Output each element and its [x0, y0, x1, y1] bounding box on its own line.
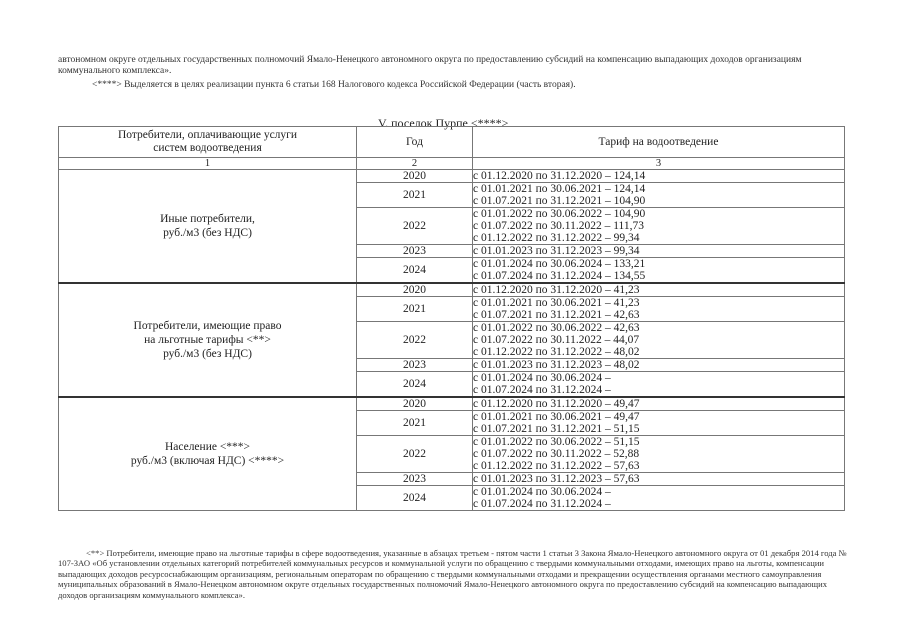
year-cell: 2021 — [357, 183, 473, 208]
tariff-cell — [473, 359, 845, 372]
tariff-rate-line: с 01.01.2024 по 30.06.2024 – — [473, 486, 611, 498]
consumer-group-label-line: руб./м3 (без НДС) — [163, 348, 252, 360]
consumer-group-label-line: Население <***> — [164, 441, 251, 453]
tariff-rate-line: с 01.01.2023 по 31.12.2023 – 99,34 — [473, 245, 640, 257]
tariff-rate-line: с 01.07.2021 по 31.12.2021 – 42,63 — [473, 309, 640, 321]
tariff-rate-line: с 01.07.2024 по 31.12.2024 – — [473, 498, 611, 510]
table-row — [59, 170, 845, 183]
table-row — [59, 397, 845, 411]
tariff-cell — [473, 245, 845, 258]
tariff-cell — [473, 322, 845, 359]
consumer-group-label — [59, 397, 357, 511]
tariff-rate-line: с 01.07.2022 по 30.11.2022 – 52,88 — [473, 448, 640, 460]
year-cell: 2023 — [357, 473, 473, 486]
tariff-rate-line: с 01.01.2021 по 30.06.2021 – 124,14 — [473, 183, 646, 195]
tariff-cell — [473, 170, 845, 183]
tariff-cell — [473, 436, 845, 473]
footnote: <**> Потребители, имеющие право на льготные тарифы в сфере водоотведения, указанные в абзацах третьем - пятом части 1 статьи 3 Закона Ямало-Ненецкого автономного округа от 01 декабря 2014 года № 107-ЗАО «Об установлении отдельных категорий потребителей коммунальных ресурсов и коммунальной услуги по обращению с твердыми коммунальными отходами, имеющих право на льготы, компенсации выпадающих доходов ресурсоснабжающим организациям, региональным операторам по обращению с твердыми коммунальными отходами и прекращении осуществления органами местного самоуправления муниципальных образований в Ямало-Ненецком автономном округе отдельных государственных полномочий Ямало-Ненецкого автономного округа по предоставлению субсидий на компенсацию выпадающих доходов организациям коммунального комплекса». — [58, 548, 847, 600]
year-cell: 2024 — [357, 372, 473, 398]
year-cell: 2023 — [357, 359, 473, 372]
tariff-cell — [473, 183, 845, 208]
consumer-group-label — [59, 170, 357, 284]
year-cell: 2022 — [357, 208, 473, 245]
tariff-rate-line: с 01.12.2020 по 31.12.2020 – 49,47 — [473, 398, 640, 410]
tariff-rate-line: с 01.01.2022 по 30.06.2022 – 42,63 — [473, 322, 640, 334]
tariff-cell — [473, 372, 845, 398]
tariff-cell — [473, 473, 845, 486]
consumer-group — [59, 397, 845, 511]
consumer-group-label-line: руб./м3 (включая НДС) <****> — [130, 455, 285, 467]
tariff-cell — [473, 258, 845, 284]
consumer-group-label-line: на льготные тарифы <**> — [144, 334, 271, 346]
tariff-cell — [473, 397, 845, 411]
year-cell: 2024 — [357, 486, 473, 511]
tariff-rate-line: с 01.12.2022 по 31.12.2022 – 57,63 — [473, 460, 640, 472]
tariff-rate-line: с 01.07.2022 по 30.11.2022 – 111,73 — [473, 220, 644, 232]
column-number-row — [59, 158, 845, 170]
tariff-rate-line: с 01.01.2023 по 31.12.2023 – 57,63 — [473, 473, 640, 485]
tariff-cell — [473, 486, 845, 511]
tariff-rate-line: с 01.07.2024 по 31.12.2024 – 134,55 — [473, 270, 646, 282]
year-cell: 2021 — [357, 297, 473, 322]
tariff-rate-line: с 01.07.2022 по 30.11.2022 – 44,07 — [473, 334, 640, 346]
tariff-cell — [473, 208, 845, 245]
consumer-group — [59, 170, 845, 284]
section-title: V. поселок Пурпе <****> — [378, 116, 509, 130]
column-number: 3 — [473, 158, 845, 170]
header-consumers-label: Потребители, оплачивающие услуги систем водоотведения — [117, 129, 298, 154]
consumer-group — [59, 283, 845, 397]
year-cell: 2021 — [357, 411, 473, 436]
year-cell: 2020 — [357, 170, 473, 183]
consumer-group-label-line: Иные потребители, — [160, 213, 255, 225]
consumer-group-label — [59, 283, 357, 397]
year-cell: 2023 — [357, 245, 473, 258]
year-cell: 2020 — [357, 283, 473, 297]
column-number: 1 — [59, 158, 357, 170]
tariff-rate-line: с 01.12.2022 по 31.12.2022 – 48,02 — [473, 346, 640, 358]
year-cell: 2022 — [357, 322, 473, 359]
tariff-rate-line: с 01.12.2020 по 31.12.2020 – 41,23 — [473, 284, 640, 296]
consumer-group-label-line: руб./м3 (без НДС) — [163, 227, 252, 239]
header-tariff: Тариф на водоотведение — [473, 127, 845, 158]
tariff-rate-line: с 01.01.2021 по 30.06.2021 – 49,47 — [473, 411, 640, 423]
table-row — [59, 283, 845, 297]
header-year: Год — [357, 127, 473, 158]
tariff-rate-line: с 01.07.2024 по 31.12.2024 – — [473, 384, 611, 396]
tariff-cell — [473, 283, 845, 297]
tariff-rate-line: с 01.07.2021 по 31.12.2021 – 104,90 — [473, 195, 646, 207]
table-header-row — [59, 127, 845, 158]
tariff-table — [58, 126, 845, 511]
tariff-rate-line: с 01.01.2022 по 30.06.2022 – 104,90 — [473, 208, 646, 220]
header-consumers — [59, 127, 357, 158]
tariff-rate-line: с 01.01.2023 по 31.12.2023 – 48,02 — [473, 359, 640, 371]
year-cell: 2020 — [357, 397, 473, 411]
column-number: 2 — [357, 158, 473, 170]
consumer-group-label-line: Потребители, имеющие право — [133, 320, 282, 332]
note-vat: <****> Выделяется в целях реализации пункта 6 статьи 168 Налогового кодекса Российской Федерации (часть вторая). — [92, 80, 576, 90]
tariff-rate-line: с 01.12.2020 по 31.12.2020 – 124,14 — [473, 170, 646, 182]
tariff-cell — [473, 297, 845, 322]
tariff-rate-line: с 01.07.2021 по 31.12.2021 – 51,15 — [473, 423, 640, 435]
tariff-rate-line: с 01.01.2021 по 30.06.2021 – 41,23 — [473, 297, 640, 309]
tariff-cell — [473, 411, 845, 436]
year-cell: 2022 — [357, 436, 473, 473]
tariff-rate-line: с 01.12.2022 по 31.12.2022 – 99,34 — [473, 232, 640, 244]
intro-text: автономном округе отдельных государственных полномочий Ямало-Ненецкого автономного округа по предоставлению субсидий на компенсацию выпадающих доходов организациям коммунального комплекса». — [58, 55, 802, 76]
year-cell: 2024 — [357, 258, 473, 284]
tariff-rate-line: с 01.01.2024 по 30.06.2024 – 133,21 — [473, 258, 646, 270]
tariff-rate-line: с 01.01.2022 по 30.06.2022 – 51,15 — [473, 436, 640, 448]
tariff-rate-line: с 01.01.2024 по 30.06.2024 – — [473, 372, 611, 384]
